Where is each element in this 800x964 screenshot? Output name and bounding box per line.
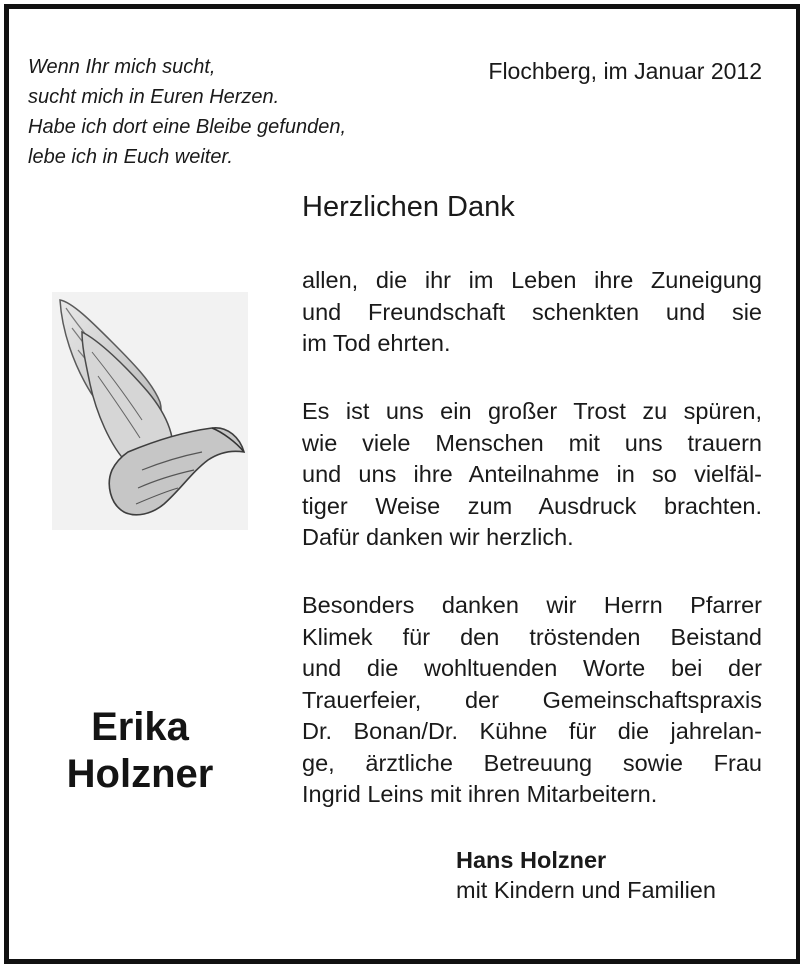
poem-line: lebe ich in Euch weiter.: [28, 146, 233, 168]
text-line: Besonders danken wir Herrn Pfarrer: [302, 592, 762, 618]
text-line: Dr. Bonan/Dr. Kühne für die jahrelan-: [302, 718, 762, 744]
poem-line: sucht mich in Euren Herzen.: [28, 86, 280, 108]
thanks-heading: Herzlichen Dank: [302, 191, 515, 223]
text-line: Dafür danken wir herzlich.: [302, 524, 574, 550]
text-line: tiger Weise zum Ausdruck brachten.: [302, 492, 762, 519]
deceased-last-name: Holzner: [66, 752, 214, 796]
signature-name: Hans Holzner: [456, 847, 607, 873]
text-line: ge, ärztliche Betreuung sowie Frau: [302, 749, 762, 776]
paragraph-1: [302, 265, 762, 360]
text-line: Trauerfeier, der Gemeinschaftspraxis: [302, 686, 762, 713]
praying-hands-icon: [52, 292, 248, 530]
poem-line: Wenn Ihr mich sucht,: [28, 56, 216, 78]
poem: [28, 52, 408, 172]
text-line: und die wohltuenden Worte bei der: [302, 655, 762, 681]
dateline: Flochberg, im Januar 2012: [488, 58, 762, 84]
text-line: wie viele Menschen mit uns trauern: [302, 429, 762, 456]
deceased-name: [40, 704, 240, 798]
signature-line: mit Kindern und Familien: [456, 877, 716, 903]
deceased-first-name: Erika: [91, 705, 189, 749]
text-line: Ingrid Leins mit ihren Mitarbeitern.: [302, 781, 658, 807]
text-line: und uns ihre Anteilnahme in so vielfäl-: [302, 461, 762, 487]
paragraph-2: [302, 396, 762, 554]
text-line: allen, die ihr im Leben ihre Zuneigung: [302, 267, 762, 293]
paragraph-3: [302, 590, 762, 811]
signature: [456, 845, 766, 905]
poem-line: Habe ich dort eine Bleibe gefunden,: [28, 116, 347, 138]
text-line: Es ist uns ein großer Trost zu spüren,: [302, 398, 762, 424]
text-line: und Freundschaft schenkten und sie: [302, 298, 762, 325]
text-line: Klimek für den tröstenden Beistand: [302, 623, 762, 650]
text-line: im Tod ehrten.: [302, 330, 451, 356]
